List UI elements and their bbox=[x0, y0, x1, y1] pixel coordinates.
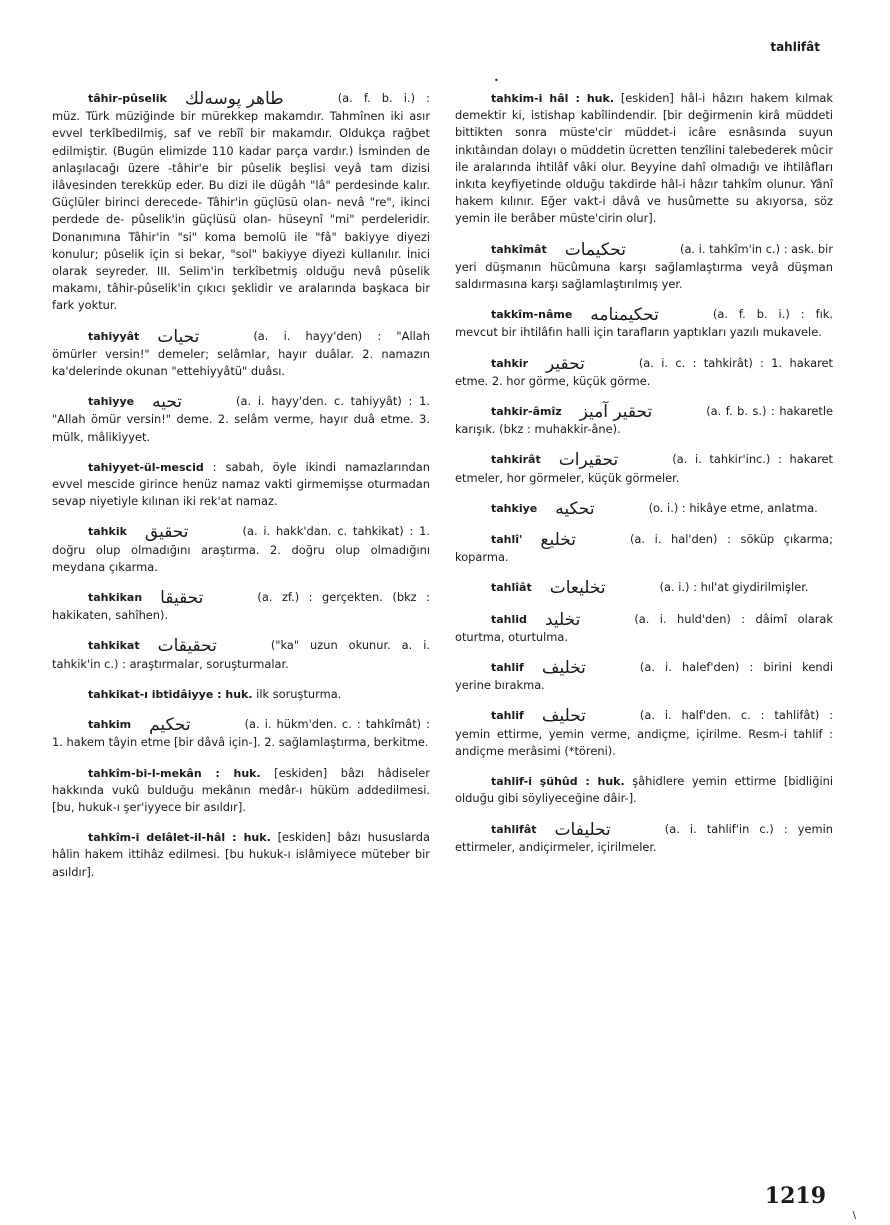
entry-arabic-script: تحقيق bbox=[144, 522, 189, 543]
entry-headword: tahlif bbox=[491, 661, 524, 675]
dictionary-entry bbox=[52, 637, 430, 672]
entry-definition: : sabah, öyle ikindi namazlarından evvel mescide girince henüz namaz vakti girmemişse oturmadan sevap niyetiyle kılınan iki rek'at namaz. bbox=[52, 459, 430, 509]
entry-headword: tahlif-i şühûd : huk. bbox=[491, 775, 625, 789]
entry-definition: (o. i.) : hikâye etme, anlatma. bbox=[648, 500, 818, 515]
entry-arabic-script: تحقيقات bbox=[157, 636, 217, 657]
entry-arabic-script: تحكيه bbox=[555, 498, 595, 519]
dictionary-entry bbox=[52, 459, 430, 511]
entry-definition: (a. i. hal'den) : söküp çıkarma; koparma. bbox=[455, 532, 833, 565]
entry-definition: ("ka" uzun okunur. a. i. tahkik'in c.) : araştırmalar, soruşturmalar. bbox=[52, 638, 430, 671]
print-dot: • bbox=[494, 76, 499, 85]
entry-definition: (a. i.) : hıl'at giydirilmişler. bbox=[659, 580, 809, 595]
entry-arabic-script: تحقير bbox=[546, 353, 585, 374]
entry-headword: tahkir-âmîz bbox=[491, 405, 562, 419]
entry-definition: (a. i. tahkir'inc.) : hakaret etmeler, hor görmeler, küçük görmeler. bbox=[455, 452, 833, 485]
dictionary-entry bbox=[455, 451, 833, 486]
corner-mark: \ bbox=[852, 1210, 856, 1221]
dictionary-entry bbox=[455, 821, 833, 856]
entry-arabic-script: تحليفات bbox=[554, 819, 611, 840]
entry-definition: (a. i. hayy'den) : "Allah ömürler versin!" demeler; selâmlar, hayır duâlar. 2. namazın ka'delerinde okunan "ettehiyyâtü" duâsı. bbox=[52, 328, 430, 379]
entry-arabic-script: تخليف bbox=[541, 658, 586, 679]
entry-definition: (a. i. huld'den) : dâimî olarak oturtma, oturtulma. bbox=[455, 611, 833, 644]
entry-headword: tahiyyet-ül-mescid bbox=[88, 460, 204, 474]
entry-headword: tahkikat-ı ibtidâiyye : huk. bbox=[88, 687, 253, 701]
dictionary-entry bbox=[455, 306, 833, 341]
dictionary-entry bbox=[52, 328, 430, 381]
entry-definition: (a. i. half'den. c. : tahlifât) : yemin ettirme, yemin verme, andiçme, içirilme. Resm-i tahlif : andiçme merâsimi (*töreni). bbox=[455, 708, 833, 758]
entry-headword: tahkim-i hâl : huk. bbox=[491, 92, 615, 105]
entry-arabic-script: تحيات bbox=[157, 326, 200, 347]
entry-headword: tahiyye bbox=[88, 395, 135, 409]
entry-definition: [eskiden] hâl-i hâzırı hakem kılmak demektir ki, istishap kabîlindendir. [bir değirmenin kirâ müddeti bittikten sonra müste'cir müddet-i icâre esnâsında suyun inkıtâından dolayı o müddetin ücretten tenzîlini talebederek mûcir ile aralarında ihtilâf vâki olur. Beyyine dahî olmadığı ve ihtilâfları inkıta keyfiyetinde olduğu takdirde hâl-i hâzır tahkîm olunur. Yânî hakem kılınır. Eğer vakt-i dâvâ ve husûmette su akıyorsa, söz yemin ile berâber müste'cirin olur]. bbox=[455, 91, 834, 226]
dictionary-entry bbox=[455, 241, 833, 294]
entry-headword: tahkîm-bi-l-mekân : huk. bbox=[88, 766, 261, 780]
entry-headword: tahlîât bbox=[491, 581, 532, 595]
entry-headword: tahkikan bbox=[88, 591, 143, 605]
entry-headword: tahkik bbox=[88, 525, 127, 539]
entry-arabic-script: تخليع bbox=[540, 530, 576, 551]
entry-headword: tahlif bbox=[491, 709, 524, 723]
entry-definition: [eskiden] bâzı hususlarda hâlin hakem ittihâz edilmesi. [bu hukuk-ı islâmiyece müteber bir asıldır]. bbox=[52, 830, 431, 879]
entry-definition: ilk soruşturma. bbox=[256, 686, 342, 701]
dictionary-entry bbox=[455, 707, 833, 760]
entry-definition: (a. i. hükm'den. c. : tahkîmât) : 1. hakem tâyin etme [bir dâvâ için-]. 2. sağlamlaştırma, berkitme. bbox=[52, 717, 430, 750]
entry-definition: (a. i. tahlif'in c.) : yemin ettirmeler, andiçirmeler, içirilmeler. bbox=[455, 821, 833, 854]
entry-definition: (a. i. hayy'den. c. tahiyyât) : 1. "Allah ömür versin!" deme. 2. selâm verme, hayır duâ etme. 3. mülk, mâlikiyyet. bbox=[52, 394, 430, 444]
dictionary-entry bbox=[455, 500, 833, 518]
dictionary-entry bbox=[52, 686, 430, 703]
entry-headword: tâhir-pûselik bbox=[88, 92, 167, 105]
running-head: tahlifât bbox=[770, 40, 820, 54]
entry-headword: tahkim bbox=[88, 718, 132, 732]
entry-arabic-script: تحليف bbox=[541, 706, 586, 727]
dictionary-entry bbox=[52, 716, 430, 751]
dictionary-entry bbox=[455, 355, 833, 390]
entry-arabic-script: تخليعات bbox=[549, 578, 606, 599]
entry-headword: tahkir bbox=[491, 356, 529, 370]
dictionary-entry bbox=[455, 773, 833, 807]
dictionary-entry bbox=[455, 90, 833, 228]
dictionary-entry bbox=[52, 523, 430, 576]
entry-headword: tahkiye bbox=[491, 501, 538, 515]
entry-arabic-script: تحقيقا bbox=[160, 588, 204, 609]
entry-arabic-script: تحكيمات bbox=[564, 239, 626, 260]
entry-definition: (a. i. halef'den) : birini kendi yerine bırakma. bbox=[455, 660, 833, 693]
dictionary-entry bbox=[455, 531, 833, 566]
dictionary-entry bbox=[455, 611, 833, 646]
dictionary-entry bbox=[455, 579, 833, 597]
entry-arabic-script: تخليد bbox=[544, 609, 581, 630]
entry-definition: [eskiden] bâzı hâdiseler hakkında vukû bulduğu mekânın medâr-ı hüküm addedilmesi. [bu, hukuk-ı şer'iyyece bir asıldır]. bbox=[52, 765, 430, 814]
entry-arabic-script: تحكيمنامه bbox=[590, 305, 659, 326]
dictionary-entry bbox=[52, 90, 430, 315]
left-column bbox=[52, 90, 430, 894]
entry-headword: tahlid bbox=[491, 612, 527, 626]
dictionary-entry bbox=[52, 765, 430, 817]
entry-definition: (a. f. b. s.) : hakaretle karışık. (bkz : muhakkir-âne). bbox=[455, 404, 833, 437]
dictionary-entry bbox=[52, 393, 430, 446]
entry-arabic-script: تحيه bbox=[152, 392, 183, 413]
dictionary-entry bbox=[52, 589, 430, 624]
page-number: 1219 bbox=[764, 1183, 826, 1209]
entry-arabic-script: تحكيم bbox=[149, 715, 191, 736]
entry-arabic-script: تحقير آميز bbox=[579, 402, 653, 423]
entry-headword: tahkirât bbox=[491, 453, 541, 467]
dictionary-entry bbox=[52, 829, 430, 881]
entry-definition: (a. i. tahkîm'in c.) : ask. bir yeri düşmanın hücûmuna karşı sağlamlaştırma veyâ düşman saldırmasına karşı sağlamlaştırılmış yer. bbox=[455, 241, 833, 292]
entry-definition: (a. i. c. : tahkirât) : 1. hakaret etme. 2. hor görme, küçük görme. bbox=[455, 355, 833, 388]
entry-headword: tahkîmât bbox=[491, 242, 547, 256]
entry-headword: tahiyyât bbox=[88, 329, 140, 343]
entry-headword: tahkîm-i delâlet-il-hâl : huk. bbox=[88, 831, 271, 845]
entry-headword: takkîm-nâme bbox=[491, 308, 573, 322]
entry-definition: (a. f. b. i.) : müz. Türk müziğinde bir mürekkep makamdır. Tahmînen iki asır evvel terkîbedilmiş, saf ve rebîî bir makamdır. Oldukça rağbet edilmiştir. (Bugün elimizde 110 kadar parça vardır.) İsminden de anlaşılacağı üzere -tâhir'e bir pûselik beşlisi veyâ tam dizisi ilâvesinden terekküp eder. Bu dizi ile dügâh "lâ" perdesinde kalır. Güçlüler birinci derecede- Tâhir'in güçlüsü olan- nevâ "re", ikinci perdede de- pûselik'in güçlüsü olan- hüseynî "mi" perdeleridir. Donanımına Tâhir'in "si" koma bemolü ile "fâ" bakiyye diyezi konulur; pûselik için si bekar, "sol" bakiyye diyezi kullanılır. İnici olarak seyreder. III. Selim'in terkîbetmiş olduğu nevâ pûselik makamı, tâhir-pûselik'in çıkıcı şeklidir ve aralarında başkaca bir fark yoktur. bbox=[52, 91, 430, 313]
entry-headword: tahlifât bbox=[491, 822, 537, 836]
dictionary-entry bbox=[455, 659, 833, 694]
entry-definition: (a. zf.) : gerçekten. (bkz : hakikaten, sahîhen). bbox=[52, 590, 430, 623]
entry-headword: tahlî' bbox=[491, 533, 523, 547]
entry-definition: (a. i. hakk'dan. c. tahkikat) : 1. doğru olup olmadığını araştırma. 2. doğru olup olmadığını meydana çıkarma. bbox=[52, 524, 430, 574]
entry-arabic-script: تحقيرات bbox=[558, 450, 619, 471]
entry-definition: (a. f. b. i.) : fık. mevcut bir ihtilâfın halli için tarafların yaptıkları yazılı mukavele. bbox=[455, 307, 833, 340]
right-column bbox=[455, 90, 833, 869]
dictionary-entry bbox=[455, 403, 833, 438]
entry-arabic-script: طاهر پوسه‌لك bbox=[184, 89, 284, 109]
entry-headword: tahkikat bbox=[88, 639, 140, 653]
entry-definition: şâhidlere yemin ettirme [bidliğini olduğu gibi söyliyeceğine dâir-]. bbox=[455, 774, 833, 806]
